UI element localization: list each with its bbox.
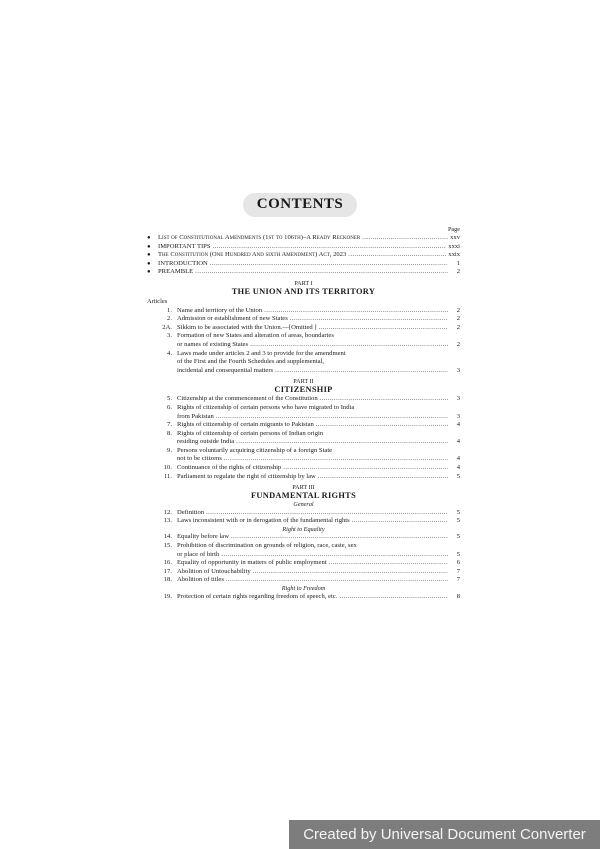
page-number: 4 <box>456 455 460 463</box>
leader-dots <box>319 324 448 333</box>
leader-dots <box>253 568 448 577</box>
leader-dots <box>250 341 448 350</box>
article-title-line: residing outside India <box>177 438 235 446</box>
article-number: 8. <box>167 429 172 437</box>
article-line <box>177 447 460 456</box>
article-body <box>177 315 460 324</box>
article-number: 4. <box>167 349 172 357</box>
article-number: 14. <box>163 533 172 541</box>
article-line <box>177 341 460 350</box>
page-number: 4 <box>456 464 460 472</box>
page-number: 7 <box>456 567 460 575</box>
article-body <box>177 395 460 404</box>
bullet-icon: ● <box>147 260 151 267</box>
article-body <box>177 576 460 585</box>
parts-list <box>147 280 460 601</box>
article-line <box>177 367 460 376</box>
leader-dots <box>216 413 448 422</box>
article-entry[interactable] <box>147 324 460 333</box>
article-entry[interactable] <box>147 464 460 473</box>
leader-dots <box>236 438 448 447</box>
article-entry[interactable] <box>147 542 460 559</box>
page-number: 7 <box>456 576 460 584</box>
leader-dots <box>339 593 448 602</box>
leader-dots <box>283 464 448 473</box>
article-title-line: Rights of citizenship of certain persons of Indian origin <box>177 429 324 437</box>
page-column-label: Page <box>447 226 460 233</box>
article-body <box>177 332 460 349</box>
article-title-line: Persons voluntarily acquiring citizenship of a foreign State <box>177 446 333 454</box>
article-entry[interactable] <box>147 315 460 324</box>
article-title: Abolition of titles <box>177 576 224 584</box>
article-number: 10. <box>163 464 172 472</box>
page-number: 1 <box>456 259 460 267</box>
article-entry[interactable] <box>147 533 460 542</box>
article-entry[interactable] <box>147 517 460 526</box>
article-body <box>177 421 460 430</box>
leader-dots <box>318 473 448 482</box>
article-body <box>177 533 460 542</box>
article-number: 12. <box>163 508 172 516</box>
article-title-line: Prohibition of discrimination on grounds of religion, race, caste, sex <box>177 542 357 550</box>
article-title: Sikkim to be associated with the Union.—[Omitted ] <box>177 323 317 331</box>
article-entry[interactable] <box>147 404 460 421</box>
article-entry[interactable] <box>147 568 460 577</box>
article-title-line: or names of existing States <box>177 340 249 348</box>
article-line <box>177 413 460 422</box>
article-number: 2A. <box>162 323 172 331</box>
part-label: PART III <box>292 484 315 492</box>
bullet-icon: ● <box>147 252 151 259</box>
article-title-line: Formation of new States and alteration of areas, boundaries <box>177 332 334 340</box>
article-number: 15. <box>163 542 172 550</box>
entry-title: PREAMBLE <box>158 268 194 276</box>
article-entry[interactable] <box>147 593 460 602</box>
page-title: CONTENTS <box>243 193 358 217</box>
page-number: xxv <box>450 234 460 241</box>
article-number: 18. <box>163 576 172 584</box>
article-title: Continuance of the rights of citizenship <box>177 464 282 472</box>
leader-dots <box>316 421 448 430</box>
article-body <box>177 473 460 482</box>
leader-dots <box>195 268 448 277</box>
section-heading: General <box>293 501 314 509</box>
article-entry[interactable] <box>147 559 460 568</box>
article-number: 5. <box>167 395 172 403</box>
leader-dots <box>226 576 448 585</box>
article-body <box>177 324 460 333</box>
article-title-line: of the First and the Fourth Schedules and supplemental, <box>177 358 325 366</box>
article-number: 2. <box>167 315 172 323</box>
page-number: 5 <box>456 508 460 516</box>
article-entry[interactable] <box>147 430 460 447</box>
article-line <box>177 332 460 341</box>
leader-dots <box>224 455 448 464</box>
article-number: 19. <box>163 592 172 600</box>
article-line <box>177 455 460 464</box>
bullet-icon: ● <box>147 235 151 241</box>
article-entry[interactable] <box>147 307 460 316</box>
article-title: Name and territory of the Union <box>177 306 263 314</box>
article-entry[interactable] <box>147 421 460 430</box>
page-number: xxxi <box>448 242 460 250</box>
article-entry[interactable] <box>147 350 460 376</box>
article-entry[interactable] <box>147 395 460 404</box>
article-line <box>177 350 460 359</box>
part-title: CITIZENSHIP <box>274 385 333 395</box>
leader-dots <box>352 517 448 526</box>
article-body <box>177 464 460 473</box>
article-body <box>177 568 460 577</box>
page-number: 3 <box>456 366 460 374</box>
leader-dots <box>362 234 448 243</box>
part-title: FUNDAMENTAL RIGHTS <box>250 491 357 501</box>
entry-title: INTRODUCTION <box>158 259 208 267</box>
article-title: Abolition of Untouchability <box>177 567 251 575</box>
bullet-icon: ● <box>147 269 151 276</box>
article-title: Laws inconsistent with or in derogation of the fundamental rights <box>177 517 350 525</box>
article-entry[interactable] <box>147 332 460 349</box>
article-line <box>177 551 460 560</box>
article-body <box>177 430 460 447</box>
page-number: 5 <box>456 533 460 541</box>
article-title: Rights of citizenship of certain migrants to Pakistan <box>177 421 314 429</box>
leader-dots <box>231 533 448 542</box>
bullet-icon: ● <box>147 243 151 250</box>
page-number: xxix <box>448 251 460 259</box>
page-number: 5 <box>456 517 460 525</box>
page-number: 2 <box>456 323 460 331</box>
article-number: 16. <box>163 559 172 567</box>
section-heading: Right to Freedom <box>281 585 326 592</box>
article-number: 9. <box>167 446 172 454</box>
page-number: 4 <box>456 438 460 446</box>
article-number: 6. <box>167 403 172 411</box>
articles-heading: Articles <box>147 297 168 305</box>
article-body <box>177 447 460 464</box>
front-matter-item[interactable] <box>147 268 460 277</box>
page-number: 2 <box>456 306 460 314</box>
article-body <box>177 404 460 421</box>
article-title-line: Rights of citizenship of certain persons who have migrated to India <box>177 403 355 411</box>
article-entry[interactable] <box>147 473 460 482</box>
front-matter-item[interactable] <box>147 234 460 243</box>
page-number: 6 <box>456 559 460 567</box>
article-number: 3. <box>167 332 172 340</box>
contents-list <box>147 226 460 601</box>
leader-dots <box>206 509 448 518</box>
article-title: Equality before law <box>177 533 229 541</box>
article-number: 13. <box>163 517 172 525</box>
article-title: Equality of opportunity in matters of public employment <box>177 559 327 567</box>
article-body <box>177 542 460 559</box>
article-entry[interactable] <box>147 447 460 464</box>
article-body <box>177 307 460 316</box>
article-number: 1. <box>167 306 172 314</box>
leader-dots <box>320 395 448 404</box>
page-number: 8 <box>456 592 460 600</box>
article-line <box>177 358 460 367</box>
page-number: 4 <box>456 421 460 429</box>
leader-dots <box>221 551 448 560</box>
article-line <box>177 430 460 439</box>
page-number: 2 <box>456 340 460 348</box>
article-line <box>177 438 460 447</box>
article-body <box>177 559 460 568</box>
leader-dots <box>290 315 448 324</box>
article-body <box>177 593 460 602</box>
front-matter-list <box>147 234 460 277</box>
article-title: Citizenship at the commencement of the Constitution <box>177 395 318 403</box>
article-number: 7. <box>167 421 172 429</box>
article-line <box>177 404 460 413</box>
leader-dots <box>348 251 446 260</box>
part-title: THE UNION AND ITS TERRITORY <box>231 286 376 296</box>
article-title: Parliament to regulate the right of citizenship by law <box>177 472 316 480</box>
page-number: 2 <box>456 268 460 276</box>
article-title: Protection of certain rights regarding freedom of speech, etc. <box>177 592 338 600</box>
page-number: 3 <box>456 395 460 403</box>
part-label: PART II <box>293 378 314 386</box>
article-body <box>177 517 460 526</box>
article-title-line: or place of birth <box>177 550 220 558</box>
entry-title: IMPORTANT TIPS <box>158 242 211 250</box>
front-matter-item[interactable] <box>147 243 460 252</box>
leader-dots <box>275 367 448 376</box>
watermark-banner: Created by Universal Document Converter <box>289 820 600 849</box>
article-title-line: Laws made under articles 2 and 3 to provide for the amendment <box>177 349 346 357</box>
entry-title: The Constitution (One Hundred And sixth Amendment) Act, 2023 <box>158 251 347 259</box>
leader-dots <box>210 260 448 269</box>
entry-title: List of Constitutional Amendments (1st to 106th)–A Ready Reckoner <box>158 234 361 241</box>
article-line <box>177 542 460 551</box>
article-number: 17. <box>163 567 172 575</box>
article-title-line: from Pakistan <box>177 412 214 420</box>
page-number: 2 <box>456 315 460 323</box>
section-heading: Right to Equality <box>282 525 325 533</box>
title-wrap <box>0 193 600 217</box>
page-number: 5 <box>456 550 460 558</box>
article-title: Definition <box>177 508 205 516</box>
leader-dots <box>329 559 448 568</box>
article-entry[interactable] <box>147 509 460 518</box>
article-title-line: incidental and consequential matters <box>177 366 274 374</box>
article-number: 11. <box>164 472 172 480</box>
leader-dots <box>264 307 448 316</box>
article-body <box>177 509 460 518</box>
page-number: 3 <box>456 412 460 420</box>
article-title: Admission or establishment of new States <box>177 315 288 323</box>
article-entry[interactable] <box>147 576 460 585</box>
page-number: 5 <box>456 472 460 480</box>
part-label: PART I <box>294 279 313 287</box>
leader-dots <box>213 243 447 252</box>
article-title-line: not to be citizens <box>177 455 222 463</box>
article-body <box>177 350 460 376</box>
front-matter-item[interactable] <box>147 251 460 260</box>
front-matter-item[interactable] <box>147 260 460 269</box>
